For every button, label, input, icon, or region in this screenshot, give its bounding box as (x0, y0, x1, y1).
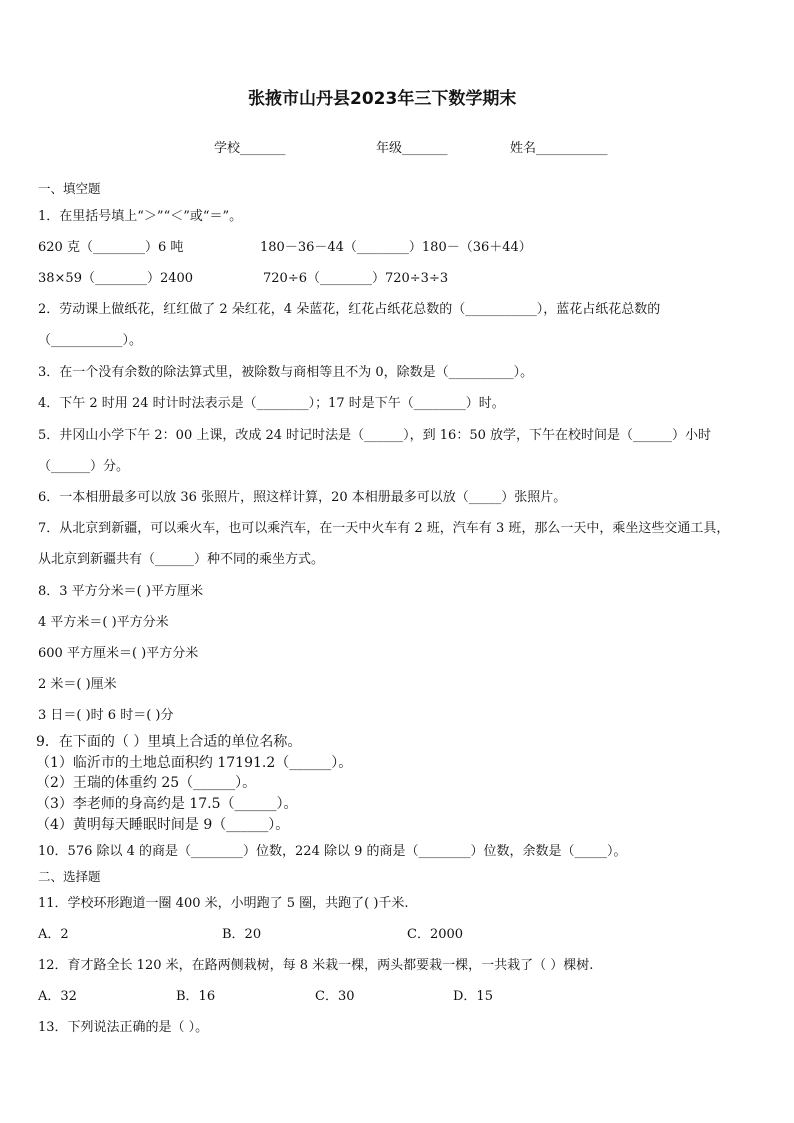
grade-field-label: 年级_______ (376, 141, 448, 156)
question-7-continued: 从北京到新疆共有（______）种不同的乘坐方式。 (38, 552, 325, 567)
question-12-option-d: D．15 (453, 989, 493, 1004)
question-5-continued: （______）分。 (38, 459, 130, 474)
question-11-option-a: A．2 (38, 927, 69, 942)
question-9-item-2: （2）王瑞的体重约 25（______）。 (36, 775, 257, 791)
question-1-item-a: 620 克（________）6 吨 (38, 240, 184, 255)
question-8-item-b: 4 平方米＝( )平方分米 (38, 615, 169, 630)
question-8-item-e: 3 日＝( )时 6 时＝( )分 (38, 708, 174, 723)
question-2: 2．劳动课上做纸花，红红做了 2 朵红花，4 朵蓝花，红花占纸花总数的（___________），蓝花占纸花总数的 (38, 302, 661, 317)
question-7: 7．从北京到新疆，可以乘火车，也可以乘汽车，在一天中火车有 2 班，汽车有 3 班，那么一天中，乘坐这些交通工具， (38, 521, 730, 536)
question-8-item-c: 600 平方厘米＝( )平方分米 (38, 646, 199, 661)
page-title: 张掖市山丹县2023年三下数学期末 (248, 89, 517, 109)
section-heading-multiple-choice: 二、选择题 (38, 869, 101, 884)
question-12-option-c: C．30 (315, 989, 355, 1004)
school-field-label: 学校_______ (214, 141, 286, 156)
name-field-label: 姓名___________ (510, 141, 608, 156)
question-1-item-b: 180－36－44（________）180－（36＋44） (260, 240, 532, 255)
question-8-item-d: 2 米＝( )厘米 (38, 677, 117, 692)
question-1-item-c: 38×59（________）2400 (38, 271, 194, 286)
question-9-item-1: （1）临沂市的土地总面积约 17191.2（______）。 (36, 755, 353, 771)
question-1-item-d: 720÷6（________）720÷3÷3 (263, 271, 449, 286)
question-8: 8．3 平方分米＝( )平方厘米 (38, 584, 203, 599)
question-4: 4．下午 2 时用 24 时计时法表示是（________）；17 时是下午（________）时。 (38, 396, 505, 411)
question-5: 5．井冈山小学下午 2：00 上课，改成 24 时记时法是（______），到 16：50 放学，下午在校时间是（______）小时 (38, 428, 712, 443)
question-1: 1．在里括号填上“＞”“＜”或“＝”。 (38, 209, 243, 224)
question-12: 12．育才路全长 120 米，在路两侧栽树，每 8 米栽一棵，两头都要栽一棵，一共栽了（ ）棵树. (38, 958, 594, 973)
question-13: 13．下列说法正确的是（ ）。 (38, 1020, 209, 1035)
question-10: 10．576 除以 4 的商是（________）位数，224 除以 9 的商是（________）位数，余数是（_____）。 (38, 844, 627, 859)
section-heading-fill-blank: 一、填空题 (38, 181, 101, 196)
question-11-option-b: B．20 (222, 927, 262, 942)
question-12-option-b: B．16 (176, 989, 216, 1004)
question-11: 11．学校环形跑道一圈 400 米，小明跑了 5 圈，共跑了( )千米. (38, 896, 409, 911)
question-9: 9．在下面的（ ）里填上合适的单位名称。 (36, 734, 302, 750)
question-2-continued: （___________）。 (38, 333, 143, 348)
question-11-option-c: C．2000 (407, 927, 464, 942)
question-3: 3．在一个没有余数的除法算式里，被除数与商相等且不为 0，除数是（__________）。 (38, 365, 534, 380)
question-12-option-a: A．32 (38, 989, 77, 1004)
question-9-item-4: （4）黄明每天睡眠时间是 9（______）。 (36, 817, 290, 833)
question-9-item-3: （3）李老师的身高约是 17.5（______）。 (36, 796, 298, 812)
question-6: 6．一本相册最多可以放 36 张照片，照这样计算，20 本相册最多可以放（_____）张照片。 (38, 490, 567, 505)
